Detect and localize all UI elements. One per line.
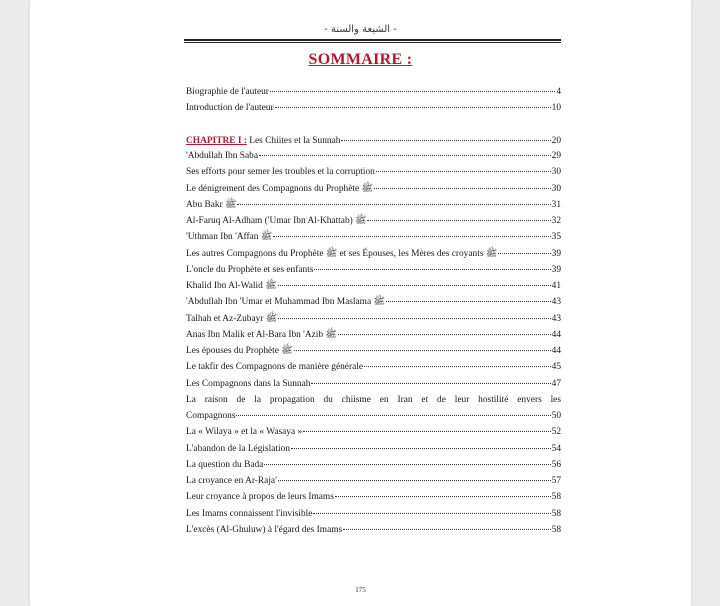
dot-leader [237,204,550,205]
document-page [30,0,691,606]
dot-leader [374,188,551,189]
toc-entry-page: 32 [551,216,561,226]
table-of-contents-body [186,148,561,538]
toc-entry-label: Le takfir des Compagnons de manière générale [186,362,364,373]
dot-leader [498,253,550,254]
toc-entry [186,164,561,180]
toc-entry-page: 30 [551,183,561,194]
toc-entry-label: 'Abdullah Ibn 'Umar et Muhammad Ibn Maslama ﷺ [186,297,385,308]
toc-entry-page: 57 [551,476,561,486]
toc-entry-page: 35 [551,232,561,243]
toc-entry-label: Ses efforts pour semer les troubles et la corruption [186,167,375,178]
toc-entry-page: 47 [551,378,561,389]
dot-leader [364,366,551,367]
toc-entry-label: La « Wilaya » et la « Wasaya » [186,427,303,438]
table-of-contents [186,84,561,149]
toc-entry-label: La question du Bada [186,459,264,470]
toc-entry-label: Les autres Compagnons du Prophète ﷺ et ses Épouses, les Mères des croyants ﷺ [186,248,498,259]
dot-leader [294,350,551,351]
toc-entry-page: 44 [551,346,561,356]
page-title: SOMMAIRE : [308,51,413,68]
toc-entry [186,100,561,116]
toc-entry-page: 4 [556,87,561,97]
toc-entry [186,506,561,522]
toc-entry [186,424,561,440]
toc-entry [186,441,561,457]
toc-entry-label-line1: La raison de la propagation du chiisme en Iran et de leur hostilité envers les [186,394,561,405]
dot-leader [291,448,551,449]
toc-entry-label: Abu Bakr ﷺ [186,199,237,210]
toc-entry [186,522,561,538]
toc-entry-page: 56 [551,459,561,470]
toc-entry-label: Les épouses du Prophète ﷺ [186,346,293,356]
toc-entry-label: Les Compagnons dans la Sunnah [186,378,311,389]
toc-entry [186,489,561,505]
toc-entry-label: Leur croyance à propos de leurs Imams [186,492,334,503]
toc-entry [186,262,561,278]
toc-entry-page: 30 [551,167,561,178]
toc-entry-page: 39 [551,264,561,275]
toc-entry-wrapped [186,392,561,425]
toc-entry [186,148,561,164]
dot-leader [303,431,550,432]
header-rule [184,39,561,43]
toc-entry-page: 58 [551,508,561,519]
toc-entry-label: L'oncle du Prophète et ses enfants [186,264,314,275]
dot-leader [278,318,551,319]
toc-entry-page: 29 [551,151,561,161]
dot-leader [273,236,550,237]
toc-entry-page: 50 [551,411,561,421]
dot-leader [270,91,555,92]
toc-entry [186,197,561,213]
section-spacer [186,117,561,133]
toc-entry [186,311,561,327]
toc-entry-page: 52 [551,427,561,438]
dot-leader [236,415,550,416]
toc-entry [186,278,561,294]
toc-entry-page: 45 [551,362,561,373]
toc-entry-label-line2: Compagnons [186,411,236,421]
toc-entry [186,343,561,359]
toc-entry [186,229,561,245]
running-header: - الشيعة والسنة - [324,24,397,35]
toc-entry [186,213,561,229]
toc-entry-label: Le dénigrement des Compagnons du Prophète ﷺ [186,183,373,194]
toc-entry-page: 39 [551,248,561,259]
toc-entry-label: L'abandon de la Législation [186,443,290,454]
toc-entry [186,294,561,310]
toc-entry [186,376,561,392]
dot-leader [335,496,551,497]
toc-entry [186,84,561,100]
toc-entry [186,327,561,343]
dot-leader [367,220,550,221]
chapter-title: Les Chiites et la Sunnah [246,135,341,146]
toc-entry-label: Al-Faruq Al-Adham ('Umar Ibn Al-Khattab) ﷺ [186,216,367,226]
toc-entry-label: Khalid Ibn Al-Walid ﷺ [186,281,277,291]
toc-entry-label: 'Uthman Ibn 'Affan ﷺ [186,232,273,243]
toc-entry-label: Talhah et Az-Zubayr ﷺ [186,313,278,324]
toc-entry [186,359,561,375]
dot-leader [343,529,550,530]
chapter-prefix: CHAPITRE I : [186,135,247,146]
dot-leader [314,269,550,270]
toc-entry-label: Anas Ibn Malik et Al-Bara Ibn 'Azib ﷺ [186,329,337,340]
toc-entry [186,246,561,262]
toc-entry-page: 43 [551,297,561,308]
dot-leader [278,285,551,286]
toc-entry-page: 10 [551,103,561,114]
toc-entry-page: 54 [551,443,561,454]
toc-entry-page: 58 [551,524,561,535]
dot-leader [275,107,551,108]
toc-entry-label: Introduction de l'auteur [186,103,274,114]
page-number: 175 [355,586,366,594]
chapter-heading-entry [186,133,561,149]
toc-entry-label: Biographie de l'auteur [186,87,269,97]
toc-entry-page: 43 [551,313,561,324]
toc-entry-page: 41 [551,281,561,291]
toc-entry-label: La croyance en Ar-Raja' [186,476,277,486]
dot-leader [278,480,551,481]
dot-leader [386,301,551,302]
dot-leader [264,464,550,465]
toc-entry-label: L'excès (Al-Ghuluw) à l'égard des Imams [186,524,343,535]
toc-entry-label: 'Abdullah Ibn Saba [186,151,258,161]
toc-entry-page: 44 [551,329,561,340]
toc-entry [186,473,561,489]
toc-entry [186,457,561,473]
chapter-page: 20 [551,135,561,146]
dot-leader [376,171,551,172]
dot-leader [341,140,550,141]
toc-entry-label: Les Imams connaissent l'invisible [186,508,313,519]
dot-leader [259,155,551,156]
dot-leader [311,383,550,384]
toc-entry-page: 58 [551,492,561,503]
toc-entry [186,181,561,197]
dot-leader [313,513,550,514]
toc-entry-page: 31 [551,199,561,210]
dot-leader [338,334,551,335]
